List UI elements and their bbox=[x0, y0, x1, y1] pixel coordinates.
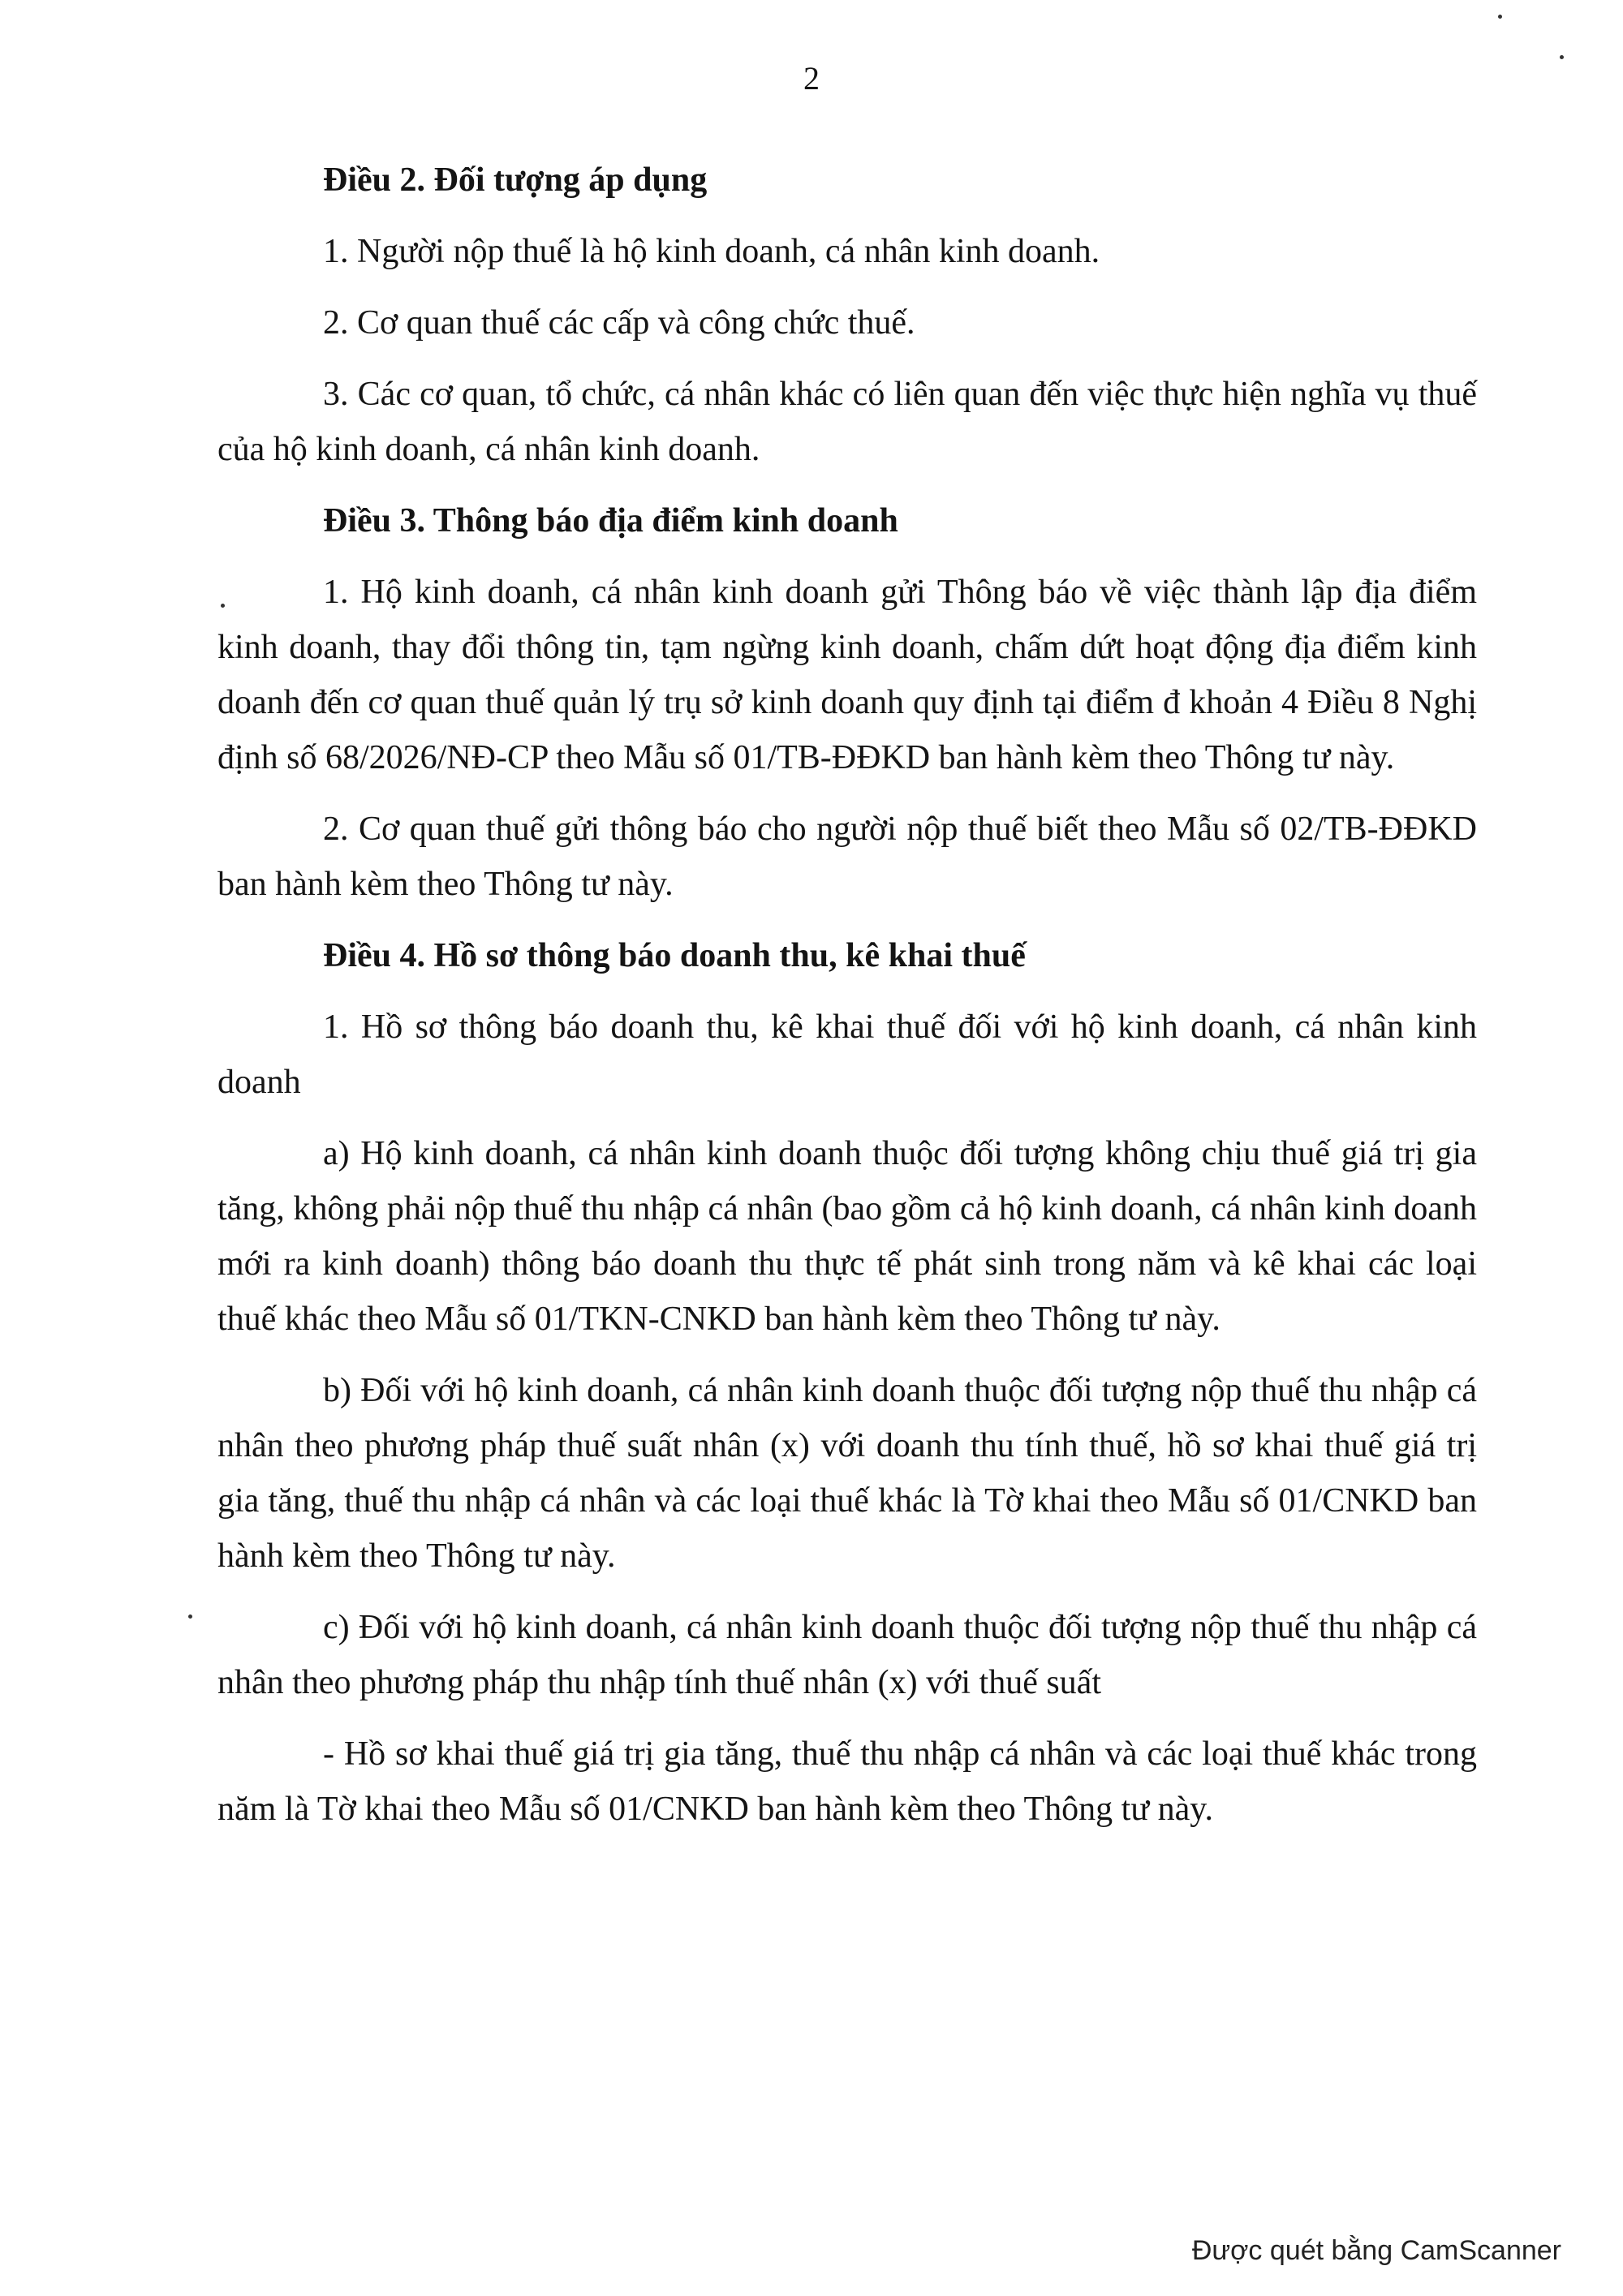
article-2-item-3: 3. Các cơ quan, tổ chức, cá nhân khác có liên quan đến việc thực hiện nghĩa vụ thuế của hộ kinh doanh, cá nhân kinh doanh. bbox=[217, 376, 1477, 468]
scan-speck bbox=[188, 1615, 192, 1619]
article-4-heading: Điều 4. Hồ sơ thông báo doanh thu, kê khai thuế bbox=[323, 937, 1026, 974]
article-2-item-2: 2. Cơ quan thuế các cấp và công chức thuế. bbox=[323, 304, 915, 342]
article-4-item-1a: a) Hộ kinh doanh, cá nhân kinh doanh thuộc đối tượng không chịu thuế giá trị gia tăng, không phải nộp thuế thu nhập cá nhân (bao gồm cả hộ kinh doanh, cá nhân kinh doanh mới ra kinh doanh) thông báo doanh thu thực tế phát sinh trong năm và kê khai các loại thuế khác theo Mẫu số 01/TKN-CNKD ban hành kèm theo Thông tư này. bbox=[217, 1135, 1477, 1338]
article-2-item-1: 1. Người nộp thuế là hộ kinh doanh, cá nhân kinh doanh. bbox=[323, 233, 1100, 270]
article-2-heading: Điều 2. Đối tượng áp dụng bbox=[323, 161, 708, 199]
camscanner-watermark: Được quét bằng CamScanner bbox=[1191, 2235, 1561, 2266]
scan-speck bbox=[1498, 15, 1502, 19]
article-3-heading: Điều 3. Thông báo địa điểm kinh doanh bbox=[323, 502, 898, 540]
article-3-item-2: 2. Cơ quan thuế gửi thông báo cho người nộp thuế biết theo Mẫu số 02/TB-ĐĐKD ban hành kèm theo Thông tư này. bbox=[217, 810, 1477, 903]
article-4-item-1c: c) Đối với hộ kinh doanh, cá nhân kinh doanh thuộc đối tượng nộp thuế thu nhập cá nhân theo phương pháp thu nhập tính thuế nhân (x) với thuế suất bbox=[217, 1609, 1477, 1701]
article-4-item-1c-dash: - Hồ sơ khai thuế giá trị gia tăng, thuế thu nhập cá nhân và các loại thuế khác trong năm là Tờ khai theo Mẫu số 01/CNKD ban hành kèm theo Thông tư này. bbox=[217, 1735, 1477, 1828]
page-number: 2 bbox=[803, 60, 820, 97]
scan-speck bbox=[221, 604, 225, 608]
article-2 bbox=[217, 153, 1477, 477]
article-3-item-1: 1. Hộ kinh doanh, cá nhân kinh doanh gửi Thông báo về việc thành lập địa điểm kinh doanh, thay đổi thông tin, tạm ngừng kinh doanh, chấm dứt hoạt động địa điểm kinh doanh đến cơ quan thuế quản lý trụ sở kinh doanh quy định tại điểm đ khoản 4 Điều 8 Nghị định số 68/2026/NĐ-CP theo Mẫu số 01/TB-ĐĐKD ban hành kèm theo Thông tư này. bbox=[217, 574, 1477, 776]
article-4 bbox=[217, 928, 1477, 1837]
article-4-item-1: 1. Hồ sơ thông báo doanh thu, kê khai thuế đối với hộ kinh doanh, cá nhân kinh doanh bbox=[217, 1008, 1477, 1101]
article-3 bbox=[217, 493, 1477, 912]
document-body bbox=[217, 153, 1477, 1853]
article-4-item-1b: b) Đối với hộ kinh doanh, cá nhân kinh doanh thuộc đối tượng nộp thuế thu nhập cá nhân theo phương pháp thuế suất nhân (x) với doanh thu tính thuế, hồ sơ khai thuế giá trị gia tăng, thuế thu nhập cá nhân và các loại thuế khác là Tờ khai theo Mẫu số 01/CNKD ban hành kèm theo Thông tư này. bbox=[217, 1372, 1477, 1575]
scan-speck bbox=[1560, 55, 1564, 59]
